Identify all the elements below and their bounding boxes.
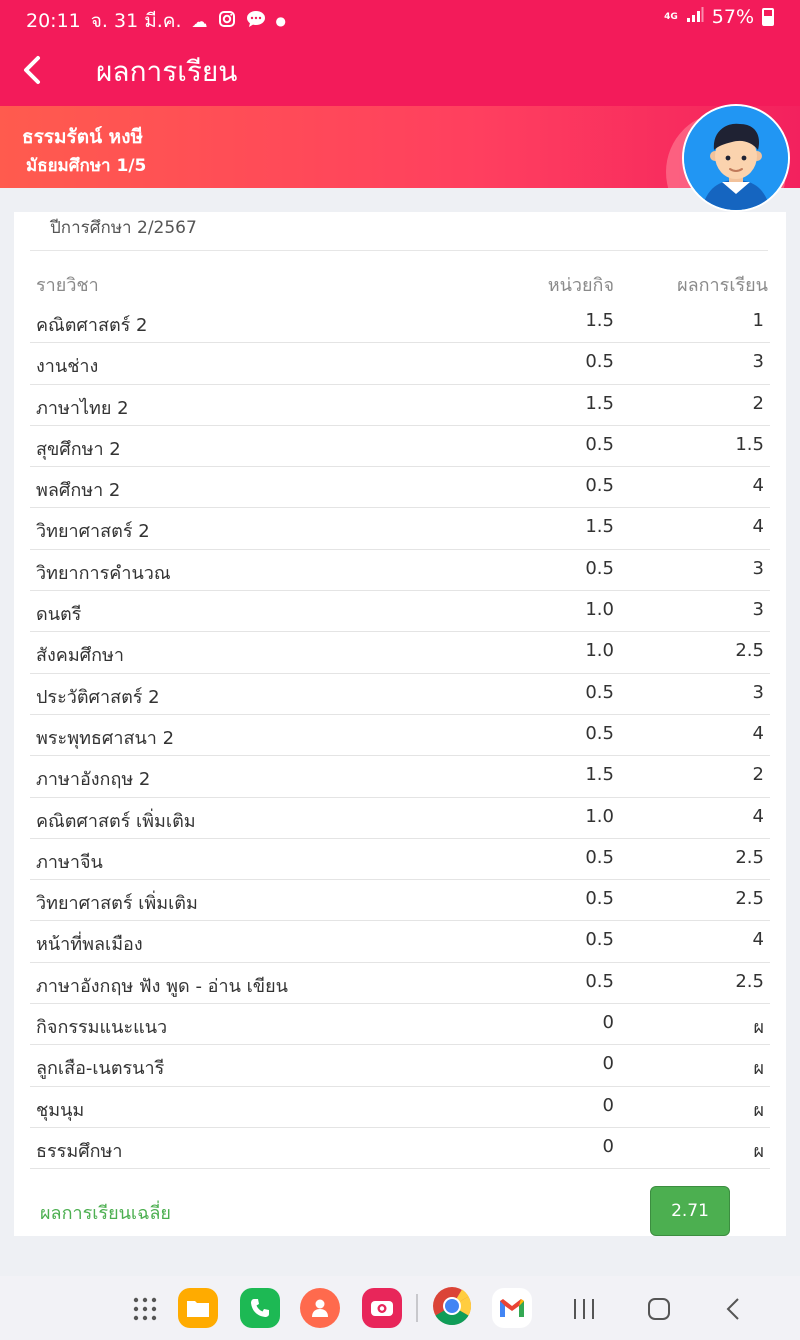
subject-name: วิทยาศาสตร์ 2 bbox=[36, 521, 150, 543]
grade-value: 4 bbox=[752, 516, 764, 538]
chrome-icon[interactable] bbox=[432, 1286, 472, 1330]
grade-value: ผ bbox=[753, 1140, 764, 1162]
table-row bbox=[30, 302, 770, 343]
system-nav-bar bbox=[0, 1276, 800, 1340]
grade-value: 4 bbox=[752, 722, 764, 744]
subject-name: ชุมนุม bbox=[36, 1099, 85, 1121]
grade-value: ผ bbox=[753, 1099, 764, 1121]
divider bbox=[30, 250, 768, 251]
grade-value: ผ bbox=[753, 1017, 764, 1039]
back-icon[interactable] bbox=[724, 1298, 742, 1324]
gpa-value-badge: 2.71 bbox=[650, 1186, 730, 1236]
table-row bbox=[30, 1004, 770, 1045]
files-icon[interactable] bbox=[178, 1288, 218, 1328]
credit-value: 0 bbox=[602, 1094, 614, 1116]
subject-name: วิทยาการคำนวณ bbox=[36, 562, 171, 584]
app-bar bbox=[0, 40, 800, 100]
gmail-icon[interactable] bbox=[492, 1288, 532, 1328]
grade-value: 2.5 bbox=[735, 846, 764, 868]
subject-name: ภาษาอังกฤษ ฟัง พูด - อ่าน เขียน bbox=[36, 975, 288, 997]
table-row bbox=[30, 508, 770, 549]
grade-value: 2.5 bbox=[735, 640, 764, 662]
table-row bbox=[30, 343, 770, 384]
battery-icon bbox=[762, 8, 774, 26]
subject-name: วิทยาศาสตร์ เพิ่มเติม bbox=[36, 893, 198, 915]
table-row bbox=[30, 880, 770, 921]
table-header bbox=[14, 268, 786, 298]
table-row bbox=[30, 1045, 770, 1086]
cloud-icon: ☁ bbox=[191, 11, 208, 31]
credit-value: 0 bbox=[602, 1053, 614, 1075]
subject-name: คณิตศาสตร์ เพิ่มเติม bbox=[36, 810, 196, 832]
subject-name: หน้าที่พลเมือง bbox=[36, 934, 143, 956]
subject-name: ภาษาไทย 2 bbox=[36, 397, 129, 419]
notification-dot-icon: ● bbox=[275, 14, 286, 28]
subject-name: ภาษาอังกฤษ 2 bbox=[36, 769, 151, 791]
credit-value: 0.5 bbox=[585, 970, 614, 992]
credit-value: 1.0 bbox=[585, 599, 614, 621]
table-row bbox=[30, 839, 770, 880]
subject-name: ธรรมศึกษา bbox=[36, 1140, 123, 1162]
instagram-icon bbox=[218, 10, 236, 32]
subject-name: ภาษาจีน bbox=[36, 851, 103, 873]
grade-value: 4 bbox=[752, 475, 764, 497]
credit-value: 1.5 bbox=[585, 516, 614, 538]
grade-value: 1.5 bbox=[735, 433, 764, 455]
table-row bbox=[30, 467, 770, 508]
phone-icon[interactable] bbox=[240, 1288, 280, 1328]
table-row bbox=[30, 756, 770, 797]
home-icon[interactable] bbox=[647, 1298, 671, 1324]
credit-value: 1.0 bbox=[585, 640, 614, 662]
credit-value: 0.5 bbox=[585, 888, 614, 910]
table-row bbox=[30, 591, 770, 632]
table-row bbox=[30, 715, 770, 756]
credit-value: 0.5 bbox=[585, 557, 614, 579]
subject-name: พระพุทธศาสนา 2 bbox=[36, 727, 175, 749]
column-header-grade: ผลการเรียน bbox=[677, 275, 768, 296]
column-header-subject: รายวิชา bbox=[36, 275, 99, 296]
credit-value: 0.5 bbox=[585, 475, 614, 497]
top-bar bbox=[0, 0, 800, 106]
table-row bbox=[30, 550, 770, 591]
avatar bbox=[682, 104, 790, 212]
credit-value: 0.5 bbox=[585, 681, 614, 703]
credit-value: 0 bbox=[602, 1135, 614, 1157]
table-row bbox=[30, 1087, 770, 1128]
grade-value: 3 bbox=[752, 351, 764, 373]
grade-value: 4 bbox=[752, 929, 764, 951]
credit-value: 1.5 bbox=[585, 764, 614, 786]
grade-value: 2 bbox=[752, 764, 764, 786]
subject-name: ลูกเสือ-เนตรนารี bbox=[36, 1058, 165, 1080]
table-row bbox=[30, 632, 770, 673]
table-row bbox=[30, 426, 770, 467]
back-button[interactable] bbox=[12, 48, 52, 92]
academic-year: ปีการศึกษา 2/2567 bbox=[50, 218, 197, 238]
table-row bbox=[30, 674, 770, 715]
student-avatar-icon bbox=[684, 106, 788, 210]
credit-value: 1.5 bbox=[585, 310, 614, 331]
subject-name: สังคมศึกษา bbox=[36, 645, 124, 667]
camera-icon[interactable] bbox=[362, 1288, 402, 1328]
credit-value: 0.5 bbox=[585, 929, 614, 951]
grades-table-body bbox=[30, 302, 770, 1169]
network-type: 4G bbox=[664, 11, 678, 22]
status-date: จ. 31 มี.ค. bbox=[90, 10, 182, 32]
grades-card bbox=[14, 212, 786, 1236]
grade-value: 3 bbox=[752, 681, 764, 703]
column-header-credit: หน่วยกิจ bbox=[547, 275, 614, 296]
credit-value: 0.5 bbox=[585, 722, 614, 744]
subject-name: คณิตศาสตร์ 2 bbox=[36, 315, 148, 336]
grade-value: 4 bbox=[752, 805, 764, 827]
signal-icon bbox=[686, 6, 704, 28]
credit-value: 1.0 bbox=[585, 805, 614, 827]
table-row bbox=[30, 963, 770, 1004]
message-icon bbox=[246, 10, 266, 32]
table-row bbox=[30, 798, 770, 839]
grade-value: 2 bbox=[752, 392, 764, 414]
battery-percent: 57% bbox=[711, 6, 754, 28]
grade-value: 2.5 bbox=[735, 970, 764, 992]
page-title: ผลการเรียน bbox=[96, 55, 238, 88]
grade-value: 3 bbox=[752, 599, 764, 621]
subject-name: กิจกรรมแนะแนว bbox=[36, 1017, 168, 1039]
status-bar bbox=[0, 0, 800, 34]
grade-value: ผ bbox=[753, 1058, 764, 1080]
chevron-left-icon bbox=[21, 55, 43, 85]
grade-value: 2.5 bbox=[735, 888, 764, 910]
student-grade-level: มัธยมศึกษา 1/5 bbox=[26, 156, 147, 176]
status-time: 20:11 bbox=[26, 10, 81, 32]
grade-value: 1 bbox=[752, 310, 764, 331]
subject-name: สุขศึกษา 2 bbox=[36, 438, 121, 460]
dock-divider bbox=[416, 1294, 418, 1322]
gpa-label: ผลการเรียนเฉลี่ย bbox=[40, 1203, 171, 1224]
credit-value: 0.5 bbox=[585, 433, 614, 455]
credit-value: 1.5 bbox=[585, 392, 614, 414]
subject-name: ประวัติศาสตร์ 2 bbox=[36, 686, 160, 708]
app-drawer-icon[interactable] bbox=[132, 1296, 158, 1326]
subject-name: งานช่าง bbox=[36, 356, 99, 378]
grade-value: 3 bbox=[752, 557, 764, 579]
credit-value: 0.5 bbox=[585, 846, 614, 868]
credit-value: 0 bbox=[602, 1012, 614, 1034]
student-name: ธรรมรัตน์ หงษี bbox=[22, 126, 144, 148]
subject-name: พลศึกษา 2 bbox=[36, 480, 121, 502]
student-banner bbox=[0, 106, 800, 188]
subject-name: ดนตรี bbox=[36, 604, 82, 626]
credit-value: 0.5 bbox=[585, 351, 614, 373]
table-row bbox=[30, 921, 770, 962]
recents-icon[interactable] bbox=[572, 1298, 596, 1324]
table-row bbox=[30, 1128, 770, 1169]
contacts-icon[interactable] bbox=[300, 1288, 340, 1328]
table-row bbox=[30, 385, 770, 426]
